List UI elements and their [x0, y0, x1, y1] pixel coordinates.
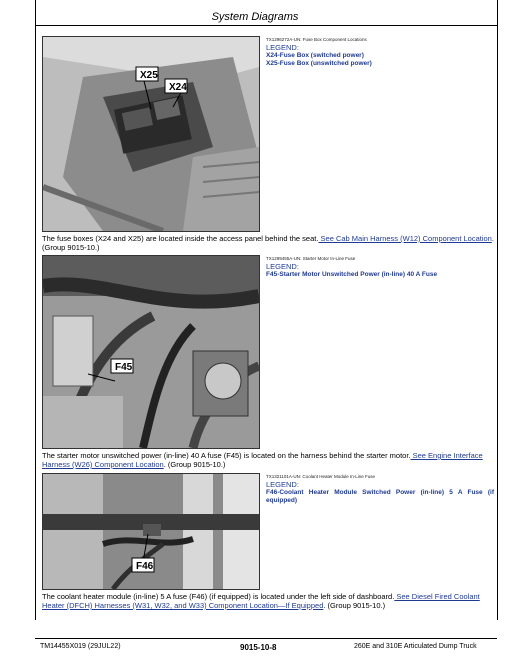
- starter-fuse-photo: [42, 255, 260, 449]
- footer-divider: [35, 638, 497, 639]
- footer-doc-id: TM14455X019 (29JUL22): [40, 643, 121, 650]
- legend-item: X24-Fuse Box (switched power): [266, 52, 364, 59]
- legend-block-3: [266, 473, 494, 505]
- callout-x24: X24: [169, 82, 187, 93]
- footer-page-number: 9015-10-8: [240, 643, 277, 652]
- body-suffix: . (Group 9015-10.): [323, 601, 386, 610]
- legend-block-2: [266, 255, 494, 279]
- cross-reference-link[interactable]: See Diesel Fired Coolant Heater (DFCH) Harnesses (W31, W32, and W33) Component Location—If Equipped: [42, 592, 480, 610]
- callout-f45: F45: [115, 362, 133, 373]
- figure-ref: TX1321101A-UN: Coolant Heater Module In-Line Fuse: [266, 474, 375, 479]
- legend-title: LEGEND:: [266, 43, 299, 52]
- cross-reference-link[interactable]: See Cab Main Harness (W12) Component Location: [318, 234, 492, 243]
- body-sentence: The fuse boxes (X24 and X25) are located inside the access panel behind the seat.: [42, 234, 319, 243]
- figure-ref: TX1296272A-UN: Fuse Box Component Locations: [266, 37, 367, 42]
- legend-item: F45-Starter Motor Unswitched Power (in-line) 40 A Fuse: [266, 271, 438, 278]
- coolant-heater-fuse-photo: [42, 473, 260, 590]
- body-suffix: . (Group 9015-10.): [42, 234, 494, 252]
- section-text-3: [42, 592, 494, 610]
- legend-block-1: [266, 36, 494, 68]
- callout-x25: X25: [140, 70, 158, 81]
- section-text-2: [42, 451, 494, 469]
- page-title: System Diagrams: [211, 11, 299, 23]
- section-text-1: [42, 234, 494, 252]
- figure-ref: TX1299455A-UN: Starter Motor In-Line Fuse: [266, 256, 356, 261]
- body-suffix: . (Group 9015-10.): [163, 460, 226, 469]
- header-divider: [35, 25, 497, 26]
- body-sentence: The starter motor unswitched power (in-line) 40 A fuse (F45) is located on the harness behind the starter motor.: [42, 451, 411, 460]
- body-sentence: The coolant heater module (in-line) 5 A fuse (F46) (if equipped) is located under the left side of dashboard.: [42, 592, 395, 601]
- callout-f46: F46: [136, 561, 154, 572]
- footer-machine-name: 260E and 310E Articulated Dump Truck: [354, 643, 477, 650]
- legend-item: X25-Fuse Box (unswitched power): [266, 60, 372, 67]
- cross-reference-link[interactable]: See Engine Interface Harness (W26) Component Location: [42, 451, 483, 469]
- legend-title: LEGEND:: [266, 262, 299, 271]
- legend-item: F46-Coolant Heater Module Switched Power (in-line) 5 A Fuse (if equipped): [266, 489, 494, 504]
- legend-title: LEGEND:: [266, 480, 299, 489]
- fuse-box-photo: [42, 36, 260, 232]
